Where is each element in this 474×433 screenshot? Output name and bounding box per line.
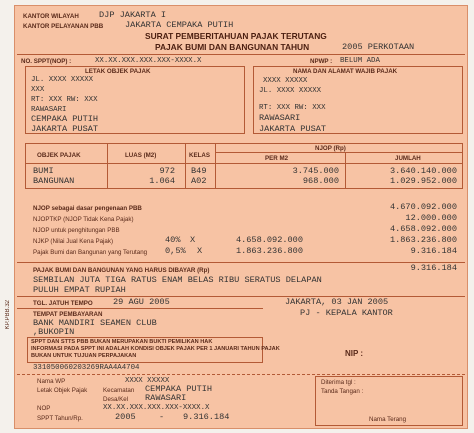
tax-year: 2005 PERKOTAAN xyxy=(342,42,415,52)
col-objek-pajak: OBJEK PAJAK xyxy=(37,152,81,159)
jatuh-tempo-value: 29 AGU 2005 xyxy=(113,297,170,307)
row-bumi-kelas: B49 xyxy=(191,166,207,176)
bank-line2: ,BUKOPIN xyxy=(33,327,75,337)
terbilang-line1: SEMBILAN JUTA TIGA RATUS ENAM BELAS RIBU SERATUS DELAPAN xyxy=(33,275,322,285)
kantor-wilayah-label: KANTOR WILAYAH xyxy=(23,13,79,20)
stub-sppt-year: 2005 xyxy=(115,412,136,422)
njop-hitung-label: NJOP untuk penghitungan PBB xyxy=(33,227,120,234)
stub-desa-value: RAWASARI xyxy=(145,393,187,403)
nip-label: NIP : xyxy=(345,349,364,358)
notice-line1: SPPT DAN STTS PBB BUKAN MERUPAKAN BUKTI PEMILIKAN HAK xyxy=(31,339,213,345)
stub-kecamatan-label: Kecamatan xyxy=(103,387,135,394)
notice-line3: BUKAN UNTUK TUJUAN PERPAJAKAN xyxy=(31,353,137,359)
njkp-label: NJKP (Nilai Jual Kena Pajak) xyxy=(33,238,114,245)
stub-nop-value: XX.XX.XXX.XXX.XXX-XXXX.X xyxy=(103,404,210,412)
col-kelas: KELAS xyxy=(189,152,210,159)
nosppt-label: NO. SPPT(NOP) : xyxy=(21,58,72,65)
pbb-pct: 0,5% xyxy=(165,246,186,256)
objek-kecamatan: CEMPAKA PUTIH xyxy=(31,114,99,124)
stub-nama-wp-label: Nama WP xyxy=(37,378,66,385)
wajib-rtrw: RT: XXX RW: XXX xyxy=(259,104,326,112)
stub-ttd-label: Tanda Tangan : xyxy=(321,388,364,395)
objek-jalan: JL. XXXX XXXXX xyxy=(31,76,94,84)
kantor-pelayanan-value: JAKARTA CEMPAKA PUTIH xyxy=(125,20,234,30)
stub-diterima-label: Diterima tgl : xyxy=(321,379,356,386)
wajib-kelurahan: RAWASARI xyxy=(259,113,301,123)
njoptkp-label: NJOPTKP (NJOP Tidak Kena Pajak) xyxy=(33,216,134,223)
stub-desa-label: Desa/Kel xyxy=(103,396,129,403)
stub-sppt-label: SPPT Tahun/Rp. xyxy=(37,415,83,422)
kepala-kantor: PJ - KEPALA KANTOR xyxy=(300,308,393,318)
bank-line1: BANK MANDIRI SEAMEN CLUB xyxy=(33,318,157,328)
pbb-terutang-value: 9.316.184 xyxy=(410,246,457,256)
kantor-pelayanan-label: KANTOR PELAYANAN PBB xyxy=(23,23,104,30)
stub-sppt-value: 9.316.184 xyxy=(183,412,230,422)
njkp-value: 1.863.236.800 xyxy=(389,235,457,245)
objek-kelurahan: RAWASARI xyxy=(31,106,67,114)
wajib-jalan: JL. XXXX XXXXX xyxy=(259,87,322,95)
objek-nomor: XXX xyxy=(31,86,45,94)
njop-hitung-value: 4.658.092.000 xyxy=(389,224,457,234)
form-code: KP.PBB.32 xyxy=(5,300,11,330)
stub-nop-label: NOP xyxy=(37,405,51,412)
document-subtitle: PAJAK BUMI DAN BANGUNAN TAHUN xyxy=(155,42,310,52)
njop-dasar-value: 4.670.092.000 xyxy=(389,202,457,212)
row-bumi-objek: BUMI xyxy=(33,166,54,176)
njkp-pct: 40% xyxy=(165,235,181,245)
col-njop: NJOP (Rp) xyxy=(315,145,346,152)
njkp-base: 4.658.092.000 xyxy=(235,235,303,245)
sppt-document xyxy=(14,5,468,429)
letak-objek-heading: LETAK OBJEK PAJAK xyxy=(85,68,151,75)
njop-dasar-label: NJOP sebagai dasar pengenaan PBB xyxy=(33,205,142,212)
wajib-kota: JAKARTA PUSAT xyxy=(259,124,327,134)
barcode-number: 331050060203269RAA4A4704 xyxy=(33,364,140,372)
harus-dibayar-value: 9.316.184 xyxy=(410,263,457,273)
harus-dibayar-label: PAJAK BUMI DAN BANGUNAN YANG HARUS DIBAYAR (Rp) xyxy=(33,267,210,274)
col-per-m2: PER M2 xyxy=(265,155,289,162)
col-luas: LUAS (M2) xyxy=(125,152,157,159)
row-bumi-luas: 972 xyxy=(159,166,175,176)
jatuh-tempo-label: TGL. JATUH TEMPO xyxy=(33,300,93,307)
terbilang-line2: PULUH EMPAT RUPIAH xyxy=(33,285,126,295)
npwp-value: BELUM ADA xyxy=(340,57,380,65)
njoptkp-value: 12.000.000 xyxy=(405,213,457,223)
njkp-x: X xyxy=(190,235,196,245)
document-title: SURAT PEMBERITAHUAN PAJAK TERUTANG xyxy=(145,31,327,41)
stub-sppt-dash: - xyxy=(159,412,165,422)
row-bangunan-perm2: 968.000 xyxy=(302,176,339,186)
row-bumi-jumlah: 3.640.140.000 xyxy=(389,166,457,176)
tempat-pembayaran-label: TEMPAT PEMBAYARAN xyxy=(33,311,103,318)
objek-kota: JAKARTA PUSAT xyxy=(31,124,99,134)
kantor-wilayah-value: DJP JAKARTA I xyxy=(99,10,167,20)
stub-kecamatan-value: CEMPAKA PUTIH xyxy=(145,384,213,394)
row-bangunan-objek: BANGUNAN xyxy=(33,176,75,186)
stub-nama-terang: Nama Terang xyxy=(369,416,407,423)
stub-nama-wp-value: XXXX XXXXX xyxy=(125,377,170,385)
nosppt-value: XX.XX.XXX.XXX.XXX-XXXX.X xyxy=(95,57,202,65)
col-jumlah: JUMLAH xyxy=(395,155,421,162)
pbb-x: X xyxy=(197,246,203,256)
row-bangunan-kelas: A02 xyxy=(191,176,207,186)
wajib-nama: XXXX XXXXX xyxy=(263,77,308,85)
row-bumi-perm2: 3.745.000 xyxy=(292,166,339,176)
wajib-pajak-heading: NAMA DAN ALAMAT WAJIB PAJAK xyxy=(293,68,398,75)
pbb-base: 1.863.236.800 xyxy=(235,246,303,256)
npwp-label: NPWP : xyxy=(310,58,333,65)
row-bangunan-luas: 1.064 xyxy=(149,176,175,186)
kota-tanggal: JAKARTA, 03 JAN 2005 xyxy=(285,297,389,307)
row-bangunan-jumlah: 1.029.952.000 xyxy=(389,176,457,186)
objek-rtrw: RT: XXX RW: XXX xyxy=(31,96,98,104)
stub-letak-label: Letak Objek Pajak xyxy=(37,387,88,394)
notice-line2: INFORMASI PADA SPPT INI ADALAH KONDISI OBJEK PAJAK PER 1 JANUARI TAHUN PAJAK xyxy=(31,346,280,352)
pbb-terutang-label: Pajak Bumi dan Bangunan yang Terutang xyxy=(33,249,148,256)
